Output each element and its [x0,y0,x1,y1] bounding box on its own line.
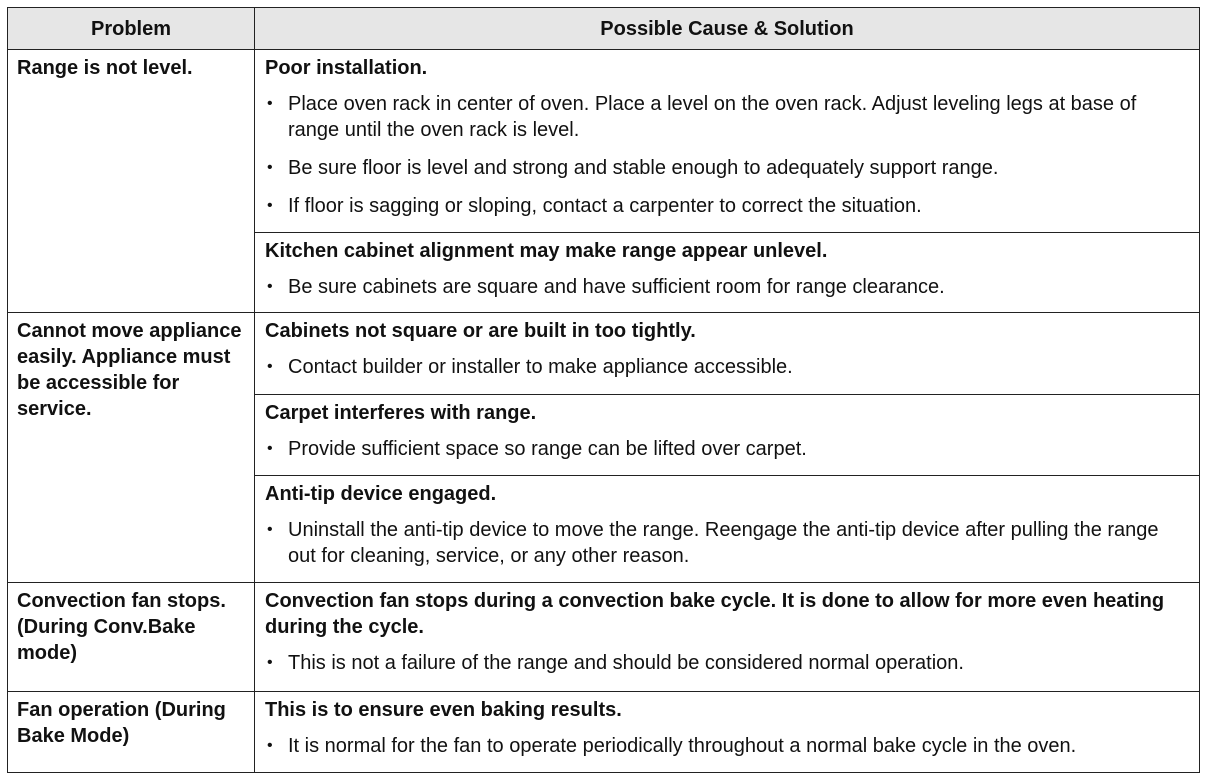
cause-block [255,50,1199,232]
table-row [8,313,1200,583]
solution-list [265,650,1189,676]
solution-list [265,436,1189,462]
solution-item: • Be sure floor is level and strong and stable enough to adequately support range. [265,155,1189,181]
solution-item: • Uninstall the anti-tip device to move the range. Reengage the anti-tip device after pulling the range out for cleaning, service, or any other reason. [265,517,1189,569]
cause-block [255,692,1199,772]
problem-cell: Cannot move appliance easily. Appliance must be accessible for service. [8,313,255,583]
cause-title: Cabinets not square or are built in too tightly. [265,320,696,342]
table-body [8,50,1200,773]
solution-list [265,354,1189,380]
solution-item: • Place oven rack in center of oven. Place a level on the oven rack. Adjust leveling legs at base of range until the oven rack is level. [265,91,1189,143]
solution-list [265,91,1189,219]
cause-block [255,475,1199,582]
solution-item: • Contact builder or installer to make appliance accessible. [265,354,1189,380]
problem-cell: Convection fan stops. (During Conv.Bake mode) [8,583,255,692]
problem-cell: Fan operation (During Bake Mode) [8,692,255,773]
solution-cell [255,583,1200,692]
cause-title: Kitchen cabinet alignment may make range appear unlevel. [265,240,828,262]
cause-title: Carpet interferes with range. [265,402,537,424]
solution-cell [255,313,1200,583]
solution-item: • Be sure cabinets are square and have sufficient room for range clearance. [265,274,1189,300]
solution-list [265,274,1189,300]
solution-cell [255,692,1200,773]
solution-item: • If floor is sagging or sloping, contact a carpenter to correct the situation. [265,193,1189,219]
cause-title: This is to ensure even baking results. [265,699,622,721]
solution-item: • It is normal for the fan to operate periodically throughout a normal bake cycle in the oven. [265,733,1189,759]
troubleshooting-table [7,7,1200,773]
problem-cell: Range is not level. [8,50,255,313]
cause-title: Anti-tip device engaged. [265,483,497,505]
solution-cell [255,50,1200,313]
solution-item: • This is not a failure of the range and should be considered normal operation. [265,650,1189,676]
cause-block [255,232,1199,312]
cause-block [255,583,1199,691]
cause-block [255,394,1199,475]
table-row [8,50,1200,313]
header-solution: Possible Cause & Solution [255,8,1200,50]
cause-title: Poor installation. [265,57,428,79]
header-problem: Problem [8,8,255,50]
header-row [8,8,1200,50]
table-row [8,583,1200,692]
cause-title: Convection fan stops during a convection bake cycle. It is done to allow for more even heating during the cycle. [265,590,1165,638]
table-row [8,692,1200,773]
solution-list [265,517,1189,569]
cause-block [255,313,1199,394]
solution-item: • Provide sufficient space so range can be lifted over carpet. [265,436,1189,462]
solution-list [265,733,1189,759]
